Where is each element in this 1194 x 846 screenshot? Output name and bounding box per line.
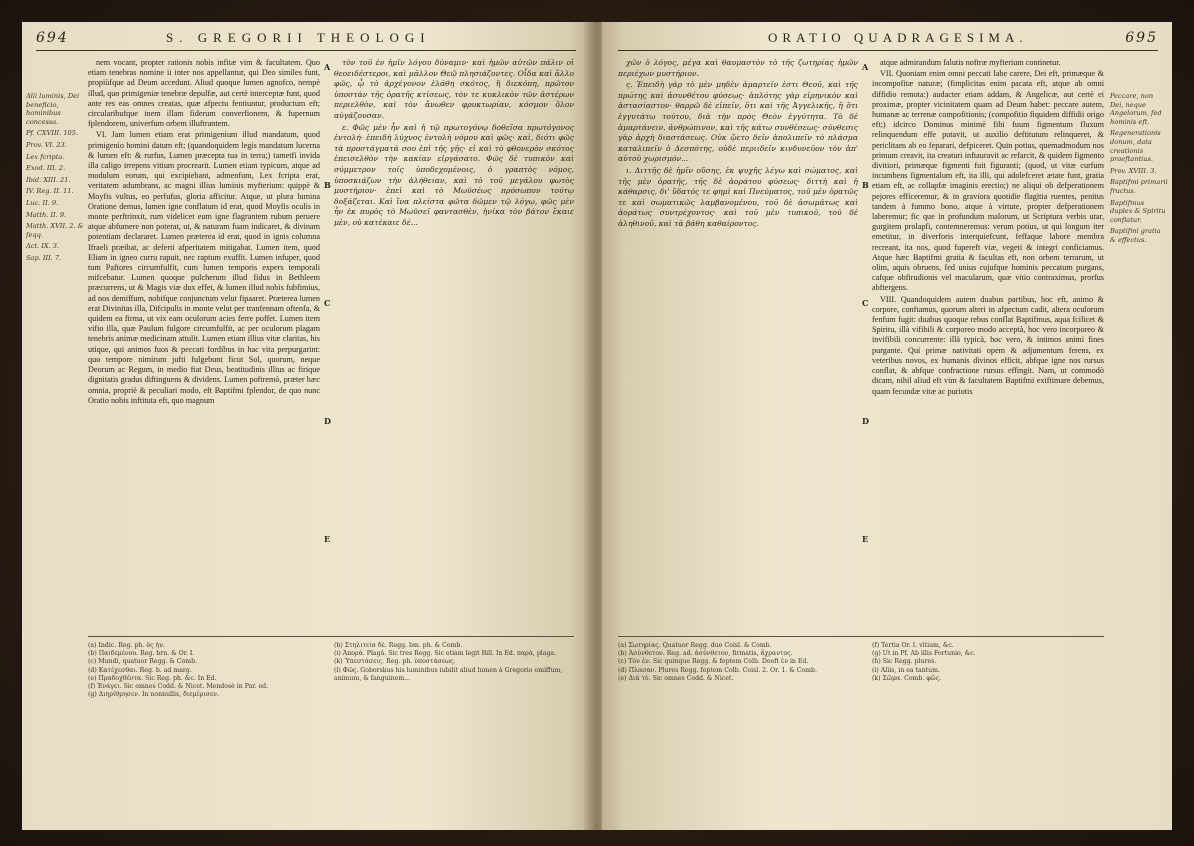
margin-note: Ibid. XIII. 21. [26,175,71,184]
footnote: (k) Ὑπεστάσεις. Reg. ph. ὑποστάσεως. [334,658,456,666]
footnote: (d) Πλασαν. Plures Regg. feptem Colb. Coisl. 2. Or. 1. & Comb. [618,666,817,674]
footnote-rule [618,636,1104,637]
latin-paragraph: nem vocant, propter rationis nobis infitæ vim & facultatem. Quo etiam tenebras nomine ii inter nos appellantur, qui Deo similes funt, propiùfque ad Deum accedunt. Aliud quoque lumen agnofco, nempè illud, quo primigeniæ tenebræ depulfæ, aut certè interceptæ funt, quod ante res eas omnes creatas, quæ afpectu fentiuntur, productum eft; circularibufque inem illam fiderum converfionem, & fupernum fplendorem, univerfum orbem illuftrantem. [88,58,320,129]
greek-paragraph: ε. Φῶς μὲν ἦν καὶ ἡ τῷ πρωτογόνῳ δοθεῖσα πρωτόγονος ἐντολή· ἐπειδὴ λύχνος ἐντολὴ νόμου καὶ φῶς· καὶ, διότι φῶς τὰ προστάγματά σου ἐπὶ τῆς γῆς· εἰ καὶ τὸ φθονερὸν σκότος ἐπεισελθὸν τὴν κακίαν εἰργάσατο. Φῶς δὲ τυπικὸν καὶ σύμμετρον τοῖς ὑποδεχομένοις, ὁ γραπτὸς νόμος, ὑποσκιάζων τὴν ἀλήθειαν, καὶ τὸ τοῦ μεγάλου φωτὸς μυστήριον· ἐπεὶ καὶ τὸ Μωϋσέως πρόσωπον τούτῳ δοξάζεται. Καὶ ἵνα πλείστα φῶτα δῶμεν τῷ λόγῳ, φῶς μὲν ἦν ἐκ πυρὸς τὸ Μωϋσεῖ φαντασθὲν, ἡνίκα τὸν βάτον ἔκαιε μὲν, οὐ κατέκαιε δέ... [334,122,574,227]
left-margin-notes [26,92,84,266]
column-letter: C [324,298,331,308]
footnote: (d) Κατέχεσθαι. Reg. b. ad marg. [88,666,192,674]
margin-note: Matth. II. 9. [26,210,67,219]
left-latin-footnotes [88,642,320,752]
column-letter: C [862,298,869,308]
header-rule [618,50,1158,51]
footnote: (a) Indic. Reg. ph. ὃς ἦν. [88,642,165,649]
greek-paragraph: τὸν τοῦ ἐν ἡμῖν λόγου δύναμιν· καὶ ἡμῶν αὐτῶν πάλιν οἱ θεοειδέστεροι, καὶ μᾶλλον Θεῷ πλησιάζοντες. Οἶδα καὶ ἄλλο φῶς, ᾧ τὸ ἀρχέγονον ἐλάθη σκότος, ἢ διεκόπη, πρῶτον ὑποστὰν τῆς ὁρατῆς κτίσεως, τὸν τε κυκλικὸν τῶν ἀστέρων περιελθὸν, καὶ τὸν ἄνωθεν φρυκτωρίαν, κόσμον ὅλον αὐγάζουσαν. [334,58,574,120]
margin-note: Act. IX. 3. [26,242,60,251]
column-letter: A [862,62,869,72]
footnote: (c) Τὸν ἐν. Sic quinque Regg. & feptem Colb. Deeft ἐν in Ed. [618,658,809,666]
footnote: (a) Σωτηρίας. Quatuor Regg. duo Coisl. & Comb. [618,642,772,649]
right-greek-column [618,58,858,628]
footnote: (l) Φῶς. Goborskus his luminibus iubilit aliud lumen à Gregorio omiffum, animum, & fanguinem... [334,666,563,682]
left-greek-footnotes [334,642,574,752]
margin-note: Exod. III. 2. [26,164,66,173]
margin-note: Prov. VI. 23. [26,140,67,149]
header-rule [36,50,576,51]
right-latin-column [872,58,1104,628]
right-greek-footnotes [618,642,858,752]
latin-paragraph: VII. Quoniam enim omni peccati labe carere, Dei eft, primæque & incompofitæ naturæ; (fimplicitas enim pacata eft, atque ab omni diffidio remota:) audacter etiam addam, & Angelicæ, aut certè ei proximæ, propter vicinitatem quam ad Deum habet: peccare autem, humanæ ac terrenæ compofitionis; (compofitio fiquidem diffidii origo eft;) idcirco Dominus minimè fibi fuum figmentum fluxum relinquendum effe putavit, ut auxilio deftitutum relinqueret, & periclitans ab eo feparari, defpiceret. Quin potius, quemadmodum nos primum creavit, ita creaturi inftauravit ac refarcit, & quidem figmento divitiori, primæque figmenti fuit figuranti; (quod, ut vitæ curfum incumbens figmentalum eft, ita illi, qui adolefceret ætate funt, gratia etiam eft, ac collapfæ imaginis erectio;) ne aliqui ob defperationem pejores efficeremur, & in graviora quotidie flagitia ruentes, penitus tandem à fummo bono, atque à virtute, propter defperationem laberemur; fic que in profundum malorum, ut Scriptura verbis utar, gurgitem prolapfi, contemneremus: verum potius, ut qui longum iter emetitur, in diverforis interquiefcunt, feffaque labore membra recreant, ita nos, quod fupereft viæ, vegeti & integri conficiamus. Atque hæc Baptifmi gratia & facultas eft, non orbem terrarum, ut olim, aquis obruens, fed unius cujufque hominis peccatum purgans, cafque obfirudionis vel macularum, quæ vitio contraximus, prorfus abftergens. [872,69,1104,293]
right-margin-notes [1110,92,1168,248]
column-letter: E [324,534,331,544]
margin-note: Peccare, non Dei, neque Angelorum, fed hominis eft. [1110,92,1162,126]
margin-note: Luc. II. 9. [26,198,59,207]
column-letter: B [862,180,869,190]
left-greek-column [334,58,574,628]
margin-note: Prov. XVIII. 3. [1110,166,1157,175]
footnote: (i) Ἀπορά. Plagâ. Sic tres Regg. Sic etiam legit Bill. In Ed. παρὰ, plaga. [334,650,557,658]
margin-note: Lex fcripta. [26,152,65,161]
right-page [602,22,1172,830]
footnote: (c) Mundi, quatuor Regg. & Comb. [88,658,198,666]
column-letter: D [324,416,331,426]
right-page-header [618,30,1158,50]
footnote: (e) Πραδοχθέντα. Sic Reg. ph. &c. In Ed. [88,674,217,682]
footnote: (e) Διὰ τὸ. Sic omnes Codd. & Nicet. [618,674,734,682]
greek-paragraph: ι. Διττῆς δὲ ἡμῖν οὔσης, ἐκ ψυχῆς λέγω καὶ σώματος, καὶ τῆς μὲν ὁρατῆς, τῆς δὲ ἀοράτου φύσεως· διττὴ καὶ ἡ κάθαρσις, δι' ὕδατός τε φημὶ καὶ Πνεύματος, τοῦ μὲν ὁρατῶς τε καὶ σωματικῶς λαμβανομένου, τοῦ δὲ ἀσωμάτως καὶ ἀοράτως συντρέχοντος· καὶ τοῦ μὲν τυπικοῦ, τοῦ δὲ ἀληθινοῦ, καὶ τὰ βάθη καθαίροντος. [618,165,858,228]
footnote: (b) Ἀσύνθετον. Reg. ad. ἀσύνθετον, firmatis, ἄχραντος. [618,650,793,658]
column-letter: E [862,534,869,544]
column-letter: D [862,416,869,426]
footnote: (i) Aliis, in ea tantum. [872,666,941,674]
margin-note: Matth. XVII. 2. & feqq. [26,222,84,239]
footnote: (g) Διηρίθμησεν. In nonnullis, διεμέρισεν. [88,691,219,699]
footnote: (h) Sic Regg. plures. [872,658,937,666]
greek-paragraph: χῶν ὁ λόγος, μέγα καὶ θαυμαστὸν τὸ τῆς ζωτηρίας ἡμῶν περιέχων μυστήριον. [618,58,858,78]
greek-paragraph: ς. Ἐπειδὴ γὰρ τὸ μὲν μηδὲν ἁμαρτεῖν ἐστι Θεοῦ, καὶ τῆς πρώτης καὶ ἀσυνθέτου φύσεως· ἁπλότης γὰρ εἰρηνικὸν καὶ ἀστασίαστον· θαρρῶ δὲ εἰπεῖν, ὅτι καὶ τῆς Ἀγγελικῆς, ἢ ὅτι ἐγγυτάτω τούτου, διὰ τὴν πρὸς Θεὸν ἐγγύτητα. Τὸ δὲ ἁμαρτάνειν, ἀνθρώπινον, καὶ τῆς κάτω συνθέσεως· σύνθεσις γὰρ ἀρχὴ διαστάσεως. Οὐκ ᾤετο δεῖν ἀπολιπεῖν τὸ πλάσμα καταλιπεῖν ὁ Δεσπότης, οὐδὲ περιιδεῖν κινδυνεῦον τὸν ἀπ' αὐτοῦ χωρισμόν... [618,80,858,164]
latin-paragraph: atque admirandum falutis noftræ myfterium continetur. [880,58,1061,67]
margin-note: Baptifmus duplex & Spiritu conflatur. [1110,198,1166,224]
margin-note: Sap. III. 7. [26,253,62,262]
latin-paragraph: VI. Jam lumen etiam erat primigenium illud mandatum, quod primigenio homini datum eft; (quandoquidem legis mandatum lucerna & lumen eft: & rurfus, Lumen præcepta tua in terra;) tametfi invida illa caligo irrepens vitium procrearit. Lumen etiam typicum, atque ad modulum eorum, qui excipiebant, admenfum, Lex fcripta erat, veritatem adumbrans, ac magni illius luminis myfterium: quippè & Moyfis vultus, eo perfufus, gloria afficitur. Atque, ut plura lumina Oratione demus, lumen igne conflatum id erat, quod Moyfis oculis in monte perftrinxit, rum videlicet eum igne flagrantem rubum peruere atque abfumere non poterat, ut, & naturam fuam indicaret, & divinam potentiam declararet. Lumen præterea id erat, quod in ignis columna Ifraeli præibat, ac deferti afperitatem mitigabat. Lumen item, quod Eliam in igneo curru rapuit, nec raptum exuffit. Lumen infuper, quod tum Paftores circumfulfit, cum lumen temporis expers temporali mifcebatur. Lumen quoque pulcherum illud fidus in Bethleem præcurrens, ut & Magis viæ dux effet, & lumen illud nobis fubfimius, ad nos demiffum, nobifque conjunctum velut fipaaret. Præterea lumen erat Divinitas illa, Difcipulis in monte velut per tranfennam oftenfa, & quidem ea firma, ut vix eam oculorum acies ferre poffet. Lumen item vifio illa, quæ Paulum fulgore circumfulfit, ac per oculorum plagam tenebris animæ medicinam attulit. Lumen etiam illius vitæ claritas, his utique, qui animos fuos & peccati fordibus in hac vita perpurgarint: quo tempore nimirum jufti fulgebunt ficut Sol, quorum, neque Deorum ac Regum, in medio ftat Deus, beatitudinis illius ac firique dignitatis gradus diftinguens & dividens. Lumen poftremò, præter hæc omnia, propriè & peculiari modo, eft Baptifmi fplendor, de quo nunc Oratio nobis inftituta eft, quo magnum [88,130,320,405]
footnote: (k) Σῶμα. Comb. φῶς. [872,674,942,682]
right-page-title: ORATIO QUADRAGESIMA. [768,30,1028,45]
left-latin-column [88,58,320,628]
margin-note: Pf. CXVIII. 105. [26,129,79,138]
margin-note: Alii luminis, Dei beneficio, hominibus concessa. [26,92,80,126]
left-page-title: S. GREGORII THEOLOGI [166,30,431,45]
column-letter: B [324,180,331,190]
margin-note: Regenerationis donum, data creationis praeftantius. [1110,129,1161,164]
left-page-number: 694 [36,30,69,46]
left-page-header [36,30,576,50]
footnote: (f) Ἐνάγει. Sic omnes Codd. & Nicet. Mendosè in Par. ed. [88,683,269,691]
margin-note: IV. Reg. II. 11. [26,187,74,196]
footnote: (g) Ut in Pf. Ab illis Fortunio, &c. [872,650,976,658]
right-latin-footnotes [872,642,1104,752]
right-page-number: 695 [1125,30,1158,46]
footnote: (b) Παιδεμένου. Reg. brn. & Or. I. [88,650,195,658]
left-page [22,22,592,830]
footnote-rule [88,636,574,637]
footnote: (h) Στηλιτεία δὲ. Regg. bm. ph. & Comb. [334,642,463,649]
margin-note: Baptifmi gratia & effectus. [1110,227,1161,244]
footnote: (f) Tertia Or. I. vitium, &c. [872,642,954,649]
latin-paragraph: VIII. Quandoquidem autem duabus partibus, hoc eft, animo & corpore, conftamus, quorum alteri in afpectum cadit, altera oculorum fenfum fugit: duabus quoque rebus conflat Baptifmus, aqua fcilicet & Spiritu, illà vifibili & corporeo modo acceptà, hoc vero incorporeo & invifibili concurrente: illà typicà, hoc vero, & intimos animi fines purgante. Qui primæ nativitati opem & adjumentum ferens, ex veteribus novos, ex humanis divinos efficit, abfque igne nos rursus conflat, & abfque confractione rursus effingit. Nam, ut commodò dicam, nihil aliud eft vim & facultatem Baptifmi exiftimare debemus, quam fecundæ vitæ ac puriotis [872,294,1104,396]
margin-note: Baptifmi primarii fructus. [1110,178,1168,195]
column-letter: A [324,62,331,72]
